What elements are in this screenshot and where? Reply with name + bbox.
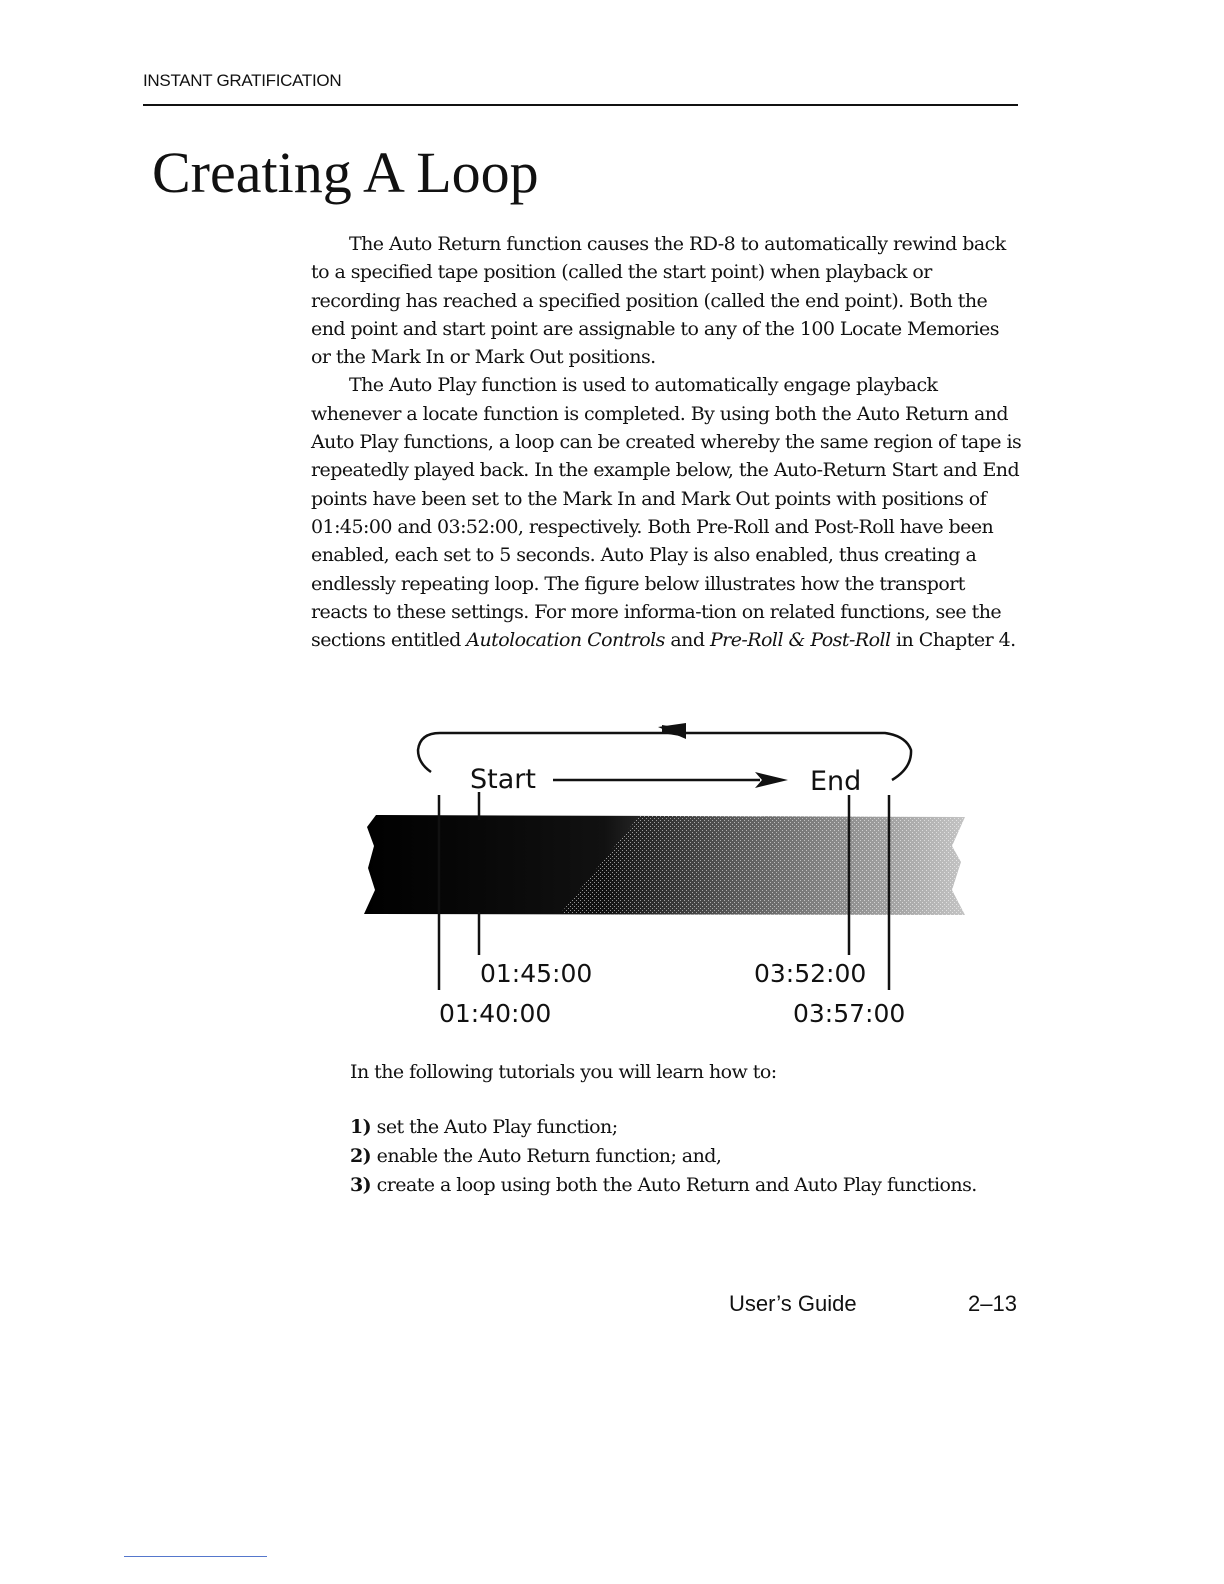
footer-guide-title: User’s Guide [729, 1291, 857, 1316]
page-title: Creating A Loop [152, 140, 539, 205]
end-label: End [810, 766, 862, 797]
end-time-label: 03:52:00 [754, 959, 867, 988]
body-text [311, 230, 1023, 654]
postroll-time-label: 03:57:00 [793, 999, 906, 1028]
list-item [350, 1142, 977, 1171]
bottom-edge-mark [124, 1556, 267, 1557]
list-item [350, 1171, 977, 1200]
header-rule [143, 104, 1018, 106]
tutorial-intro: In the following tutorials you will learn how to: [350, 1061, 777, 1083]
step-number: 3) [350, 1174, 372, 1196]
tutorial-step-list [350, 1113, 977, 1200]
start-label: Start [470, 764, 536, 795]
loop-return-path [418, 733, 695, 772]
start-time-label: 01:45:00 [480, 959, 593, 988]
paragraph-auto-play [311, 371, 1023, 654]
loop-return-path-right [695, 733, 911, 780]
preroll-time-label: 01:40:00 [439, 999, 552, 1028]
step-number: 2) [350, 1145, 372, 1167]
step-text: enable the Auto Return function; and, [376, 1145, 722, 1167]
running-header: INSTANT GRATIFICATION [143, 71, 342, 90]
reference-preroll-postroll: Pre-Roll & Post-Roll [709, 629, 891, 652]
footer-page-number: 2–13 [968, 1291, 1017, 1316]
paragraph-auto-return: The Auto Return function causes the RD-8 to automatically rewind back to a specified tape position (called the start point) when playback or recording has reached a specified position (called the end point). Both the end point and start point are assignable to any of the 100 Locate Memories or the Mark In or Mark Out positions. [311, 233, 1006, 369]
paragraph-tail: in Chapter 4. [896, 629, 1016, 652]
conjunction: and [670, 629, 705, 652]
step-number: 1) [350, 1116, 372, 1138]
step-text: set the Auto Play function; [376, 1116, 618, 1138]
paragraph-auto-play-text: The Auto Play function is used to automatically engage playback whenever a locate function is completed. By using both the Auto Return and Auto Play functions, a loop can be created whereby the same region of tape is repeatedly played back. In the example below, the Auto-Return Start and End points have been set to the Mark In and Mark Out points with positions of 01:45:00 and 03:52:00, respectively. Both Pre-Roll and Post-Roll have been enabled, each set to 5 seconds. Auto Play is also enabled, thus creating a endlessly repeating loop. The figure below illustrates how the transport reacts to these settings. For more informa-tion on related functions, see the sections entitled [311, 374, 1022, 652]
reference-autolocation-controls: Autolocation Controls [466, 629, 665, 652]
loop-diagram [340, 700, 980, 1040]
list-item [350, 1113, 977, 1142]
step-text: create a loop using both the Auto Return and Auto Play functions. [376, 1174, 977, 1196]
